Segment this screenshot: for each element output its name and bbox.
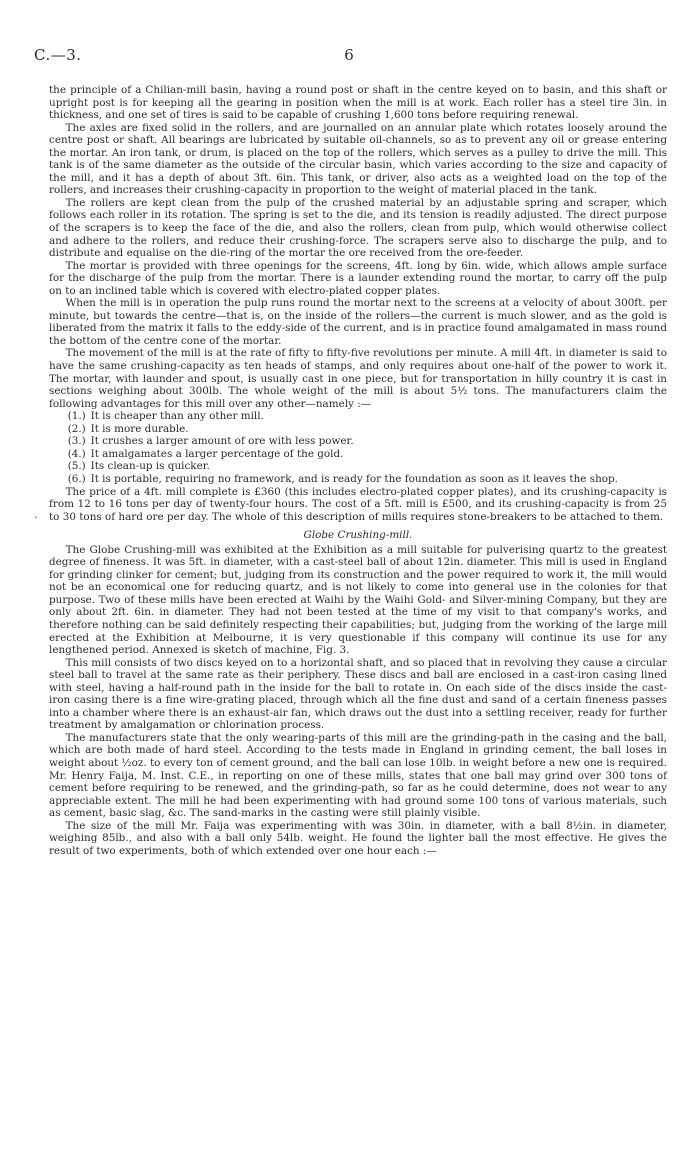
list-number: (2.) [67, 422, 86, 435]
page-number: 6 [344, 46, 354, 64]
list-number: (6.) [67, 472, 86, 485]
advantages-list [68, 410, 667, 485]
paragraph: The size of the mill Mr. Faija was experimenting with was 30in. in diameter, with a ball 8½in. in diameter, weighing 85lb., and also with a ball only 54lb. weight. He found the lighter ball the most effective. He gives the result of two experiments, both of which extended over one hour each :— [49, 819, 667, 857]
list-item [68, 473, 667, 486]
list-item [68, 448, 667, 461]
margin-mark: - [34, 512, 38, 523]
list-number: (3.) [67, 435, 86, 448]
list-text: It amalgamates a larger percentage of the gold. [90, 447, 344, 460]
list-item [68, 460, 667, 473]
document-code: C.—3. [34, 46, 82, 64]
list-item [68, 410, 667, 423]
paragraph: The mortar is provided with three openings for the screens, 4ft. long by 6in. wide, which allows ample surface for the discharge of the pulp from the mortar. There is a launder extending round the mortar, to carry off the pulp on to an inclined table which is covered with electro-plated copper plates. [49, 259, 667, 297]
paragraph: The price of a 4ft. mill complete is £360 (this includes electro-plated copper plates), and its crushing-capacity is from 12 to 16 tons per day of twenty-four hours. The cost of a 5ft. mill is £500, and its crushing-capacity is from 25 to 30 tons of hard ore per day. The whole of this description of mills requires stone-breakers to be attached to them. [49, 485, 667, 523]
paragraph: The manufacturers state that the only wearing-parts of this mill are the grinding-path in the casing and the ball, which are both made of hard steel. According to the tests made in England in grinding cement, the ball loses in weight about ½oz. to every ton of cement ground, and the ball can lose 10lb. in weight before a new one is required. Mr. Henry Faija, M. Inst. C.E., in reporting on one of these mills, states that one ball may grind over 300 tons of cement before requiring to be renewed, and the grinding-path, so far as he could determine, does not wear to any appreciable extent. The mill he had been experimenting with had ground some 100 tons of various materials, such as cement, basic slag, &c. The sand-marks in the casting were still plainly visible. [49, 731, 667, 820]
list-item [68, 435, 667, 448]
list-text: It crushes a larger amount of ore with less power. [90, 435, 354, 448]
list-text: It is portable, requiring no framework, and is ready for the foundation as soon as it leaves the shop. [90, 472, 618, 485]
list-text: It is cheaper than any other mill. [90, 410, 264, 423]
paragraph: The Globe Crushing-mill was exhibited at the Exhibition as a mill suitable for pulverising quartz to the greatest degree of fineness. It was 5ft. in diameter, with a cast-steel ball of about 12in. diameter. This mill is used in England for grinding clinker for cement; but, judging from its construction and the power required to work it, the mill would not be an economical one for reducing quartz, and is not likely to come into general use in the colonies for that purpose. Two of these mills have been erected at Waihi by the Waihi Gold- and Silver-mining Company, but they are only about 2ft. 6in. in diameter. They had not been tested at the time of my visit to that company's works, and therefore nothing can be said definitely respecting their capabilities; but, judging from the working of the large mill erected at the Exhibition at Melbourne, it is very questionable if this company will continue its use for any lengthened period. Annexed is sketch of machine, Fig. 3. [49, 543, 667, 657]
section-title: Globe Crushing-mill. [303, 529, 413, 542]
list-item [68, 423, 667, 436]
page-header [34, 46, 664, 68]
list-number: (4.) [67, 447, 86, 460]
list-text: It is more durable. [90, 422, 189, 435]
list-number: (1.) [67, 410, 86, 423]
list-text: Its clean-up is quicker. [90, 460, 210, 473]
paragraph: The rollers are kept clean from the pulp of the crushed material by an adjustable spring and scraper, which follows each roller in its rotation. The spring is set to the die, and its tension is readily adjusted. The direct purpose of the scrapers is to keep the face of the die, and also the rollers, clean from pulp, which would otherwise collect and adhere to the rollers, and reduce their crushing-force. The scrapers serve also to discharge the pulp, and to distribute and equalise on the die-ring of the mortar the ore received from the ore-feeder. [49, 196, 667, 260]
list-number: (5.) [67, 460, 86, 473]
document-body [49, 84, 667, 857]
paragraph: When the mill is in operation the pulp runs round the mortar next to the screens at a velocity of about 300ft. per minute, but towards the centre—that is, on the inside of the rollers—the current is much slower, and as the gold is liberated from the matrix it falls to the eddy-side of the current, and is in practice found amalgamated in mass round the bottom of the centre cone of the mortar. [49, 297, 667, 347]
paragraph: the principle of a Chilian-mill basin, having a round post or shaft in the centre keyed on to basin, and this shaft or upright post is for keeping all the gearing in position when the mill is at work. Each roller has a steel tire 3in. in thickness, and one set of tires is said to be capable of crushing 1,600 tons before requiring renewal. [49, 84, 667, 122]
paragraph: The movement of the mill is at the rate of fifty to fifty-five revolutions per minute. A mill 4ft. in diameter is said to have the same crushing-capacity as ten heads of stamps, and only requires about one-half of the power to work it. The mortar, with launder and spout, is usually cast in one piece, but for transportation in hilly country it is cast in sections weighing about 300lb. The whole weight of the mill is about 5½ tons. The manufacturers claim the following advantages for this mill over any other—namely :— [49, 347, 667, 410]
paragraph: This mill consists of two discs keyed on to a horizontal shaft, and so placed that in revolving they cause a circular steel ball to travel at the same rate as their periphery. These discs and ball are enclosed in a cast-iron casing lined with steel, having a half-round path in the inside for the ball to rotate in. On each side of the discs inside the cast-iron casing there is a fine wire-grating placed, through which all the fine dust and sand of a certain fineness passes into a chamber where there is an exhaust-air fan, which draws out the dust into a settling receiver, ready for further treatment by amalgamation or chlorination process. [49, 656, 667, 732]
paragraph: The axles are fixed solid in the rollers, and are journalled on an annular plate which rotates loosely around the centre post or shaft. All bearings are lubricated by suitable oil-channels, so as to prevent any oil or grease entering the mortar. An iron tank, or drum, is placed on the top of the rollers, which serves as a pulley to drive the mill. This tank is of the same diameter as the outside of the circular basin, which varies according to the size and capacity of the mill, and it has a depth of about 3ft. 6in. This tank, or driver, also acts as a weighted load on the top of the rollers, and increases their crushing-capacity in proportion to the weight of material placed in the tank. [49, 121, 667, 197]
